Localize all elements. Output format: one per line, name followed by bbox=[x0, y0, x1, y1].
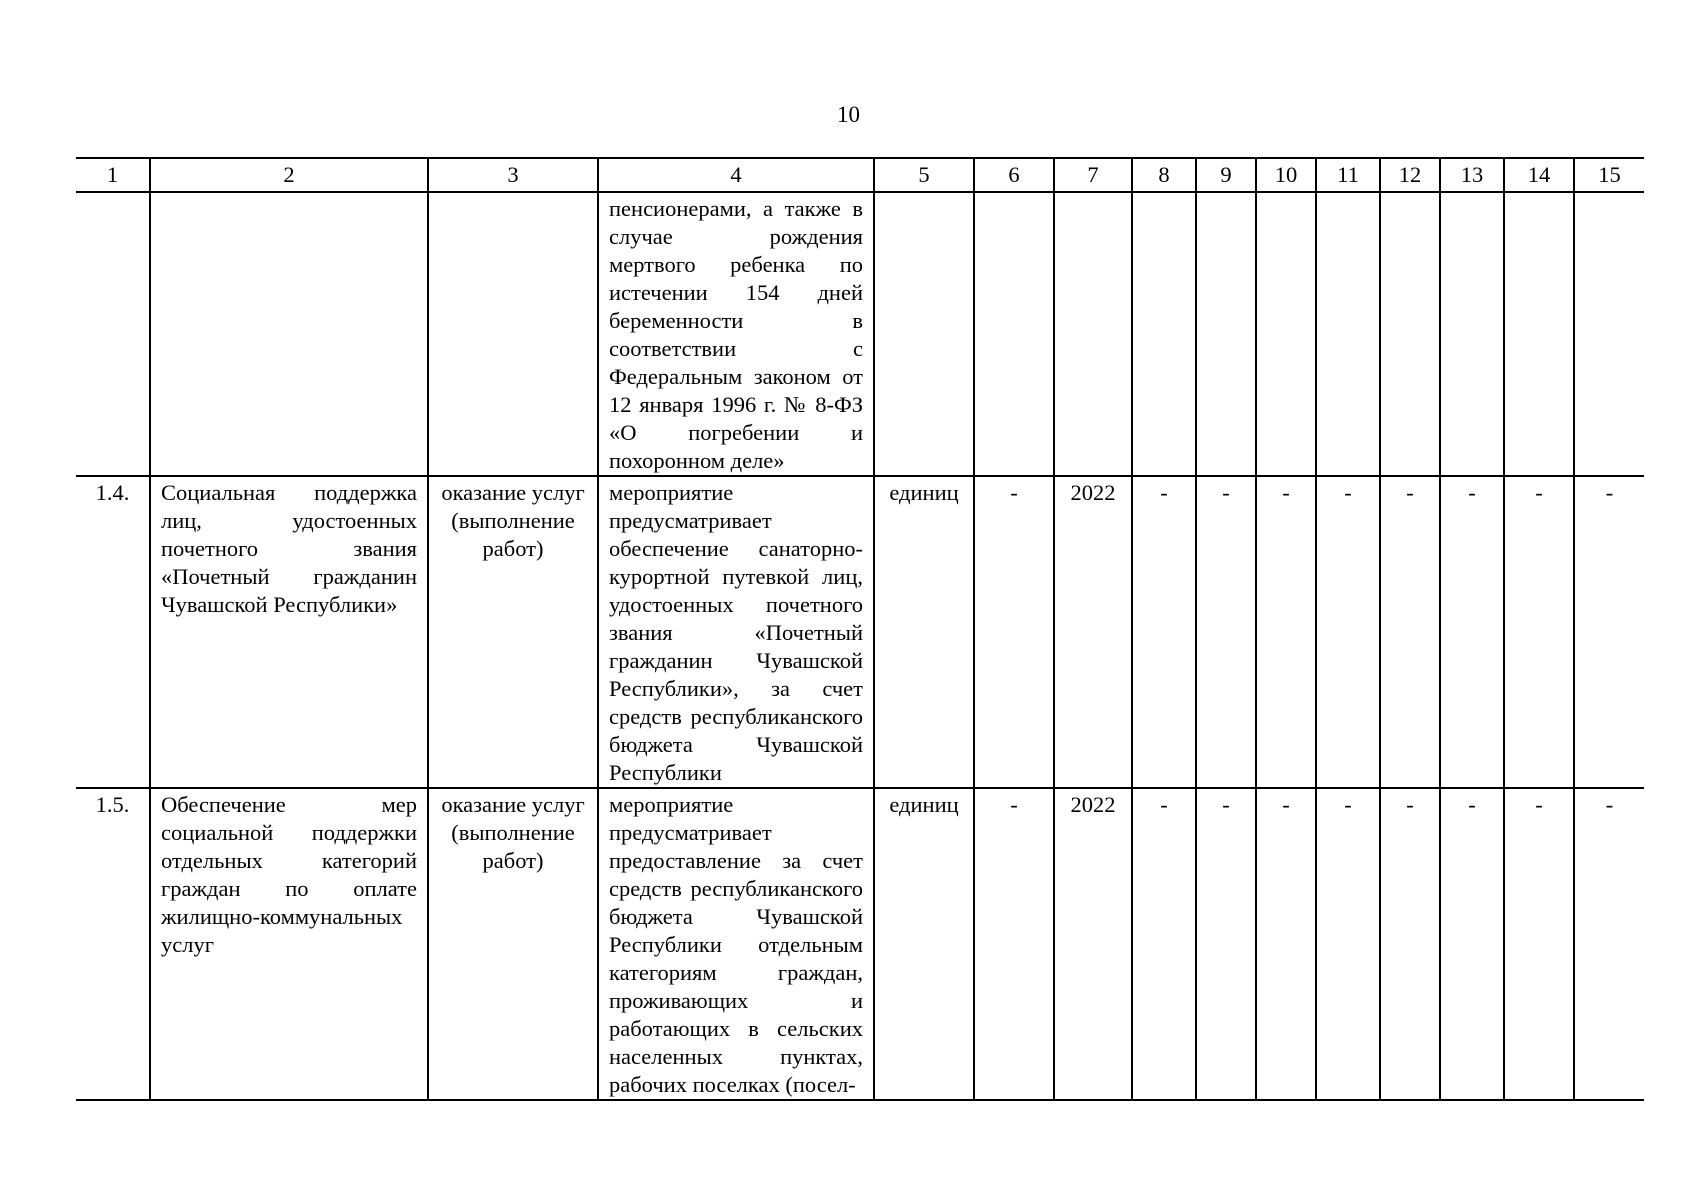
table-cell: - bbox=[1504, 476, 1574, 788]
table-cell bbox=[1440, 192, 1504, 476]
measure-description: мероприятие предусматривает предоставление за счет средств республиканского бюджета Чувашской Республики отдельным категориям граждан, проживающих и работающих в сельских населенных пунктах, рабочих поселках (посел- bbox=[598, 788, 874, 1100]
table-row bbox=[76, 476, 1644, 788]
table-cell bbox=[1054, 192, 1132, 476]
measure-name bbox=[150, 192, 428, 476]
measure-type: оказание услуг (выполнение работ) bbox=[428, 476, 598, 788]
column-header: 14 bbox=[1504, 158, 1574, 192]
table-cell: - bbox=[1440, 788, 1504, 1100]
table-cell bbox=[1504, 192, 1574, 476]
table-cell bbox=[1196, 192, 1256, 476]
table-cell bbox=[1256, 192, 1316, 476]
page-number: 10 bbox=[837, 102, 860, 127]
table-cell: - bbox=[1316, 476, 1380, 788]
column-header: 3 bbox=[428, 158, 598, 192]
row-number bbox=[76, 192, 150, 476]
column-header: 12 bbox=[1380, 158, 1440, 192]
measure-type bbox=[428, 192, 598, 476]
column-header: 2 bbox=[150, 158, 428, 192]
measure-unit: единиц bbox=[874, 476, 974, 788]
measure-unit bbox=[874, 192, 974, 476]
row-number: 1.4. bbox=[76, 476, 150, 788]
table-cell: - bbox=[1380, 476, 1440, 788]
table-row bbox=[76, 788, 1644, 1100]
column-header: 4 bbox=[598, 158, 874, 192]
table-cell: - bbox=[974, 788, 1054, 1100]
measure-name: Социальная поддержка лиц, удостоенных почетного звания «Почетный гражданин Чувашской Республики» bbox=[150, 476, 428, 788]
table-cell: - bbox=[1256, 476, 1316, 788]
column-header: 5 bbox=[874, 158, 974, 192]
column-number-row bbox=[76, 158, 1644, 192]
table-cell: - bbox=[1132, 788, 1196, 1100]
column-header: 1 bbox=[76, 158, 150, 192]
table-cell: 2022 bbox=[1054, 476, 1132, 788]
column-header: 11 bbox=[1316, 158, 1380, 192]
table-cell: - bbox=[1316, 788, 1380, 1100]
table-cell bbox=[1380, 192, 1440, 476]
table-cell: 2022 bbox=[1054, 788, 1132, 1100]
measure-name: Обеспечение мер социальной поддержки отдельных категорий граждан по оплате жилищно-коммунальных услуг bbox=[150, 788, 428, 1100]
table-row bbox=[76, 192, 1644, 476]
measure-type: оказание услуг (выполнение работ) bbox=[428, 788, 598, 1100]
table-cell: - bbox=[1574, 476, 1644, 788]
table-cell bbox=[1574, 192, 1644, 476]
table-cell: - bbox=[1380, 788, 1440, 1100]
table-cell: - bbox=[1504, 788, 1574, 1100]
column-header: 15 bbox=[1574, 158, 1644, 192]
row-number: 1.5. bbox=[76, 788, 150, 1100]
table-cell: - bbox=[1574, 788, 1644, 1100]
table-cell bbox=[1316, 192, 1380, 476]
column-header: 13 bbox=[1440, 158, 1504, 192]
table-cell: - bbox=[1196, 788, 1256, 1100]
column-header: 10 bbox=[1256, 158, 1316, 192]
measure-unit: единиц bbox=[874, 788, 974, 1100]
column-header: 8 bbox=[1132, 158, 1196, 192]
table-cell: - bbox=[1132, 476, 1196, 788]
table-cell bbox=[974, 192, 1054, 476]
column-header: 6 bbox=[974, 158, 1054, 192]
column-header: 7 bbox=[1054, 158, 1132, 192]
table-cell: - bbox=[1440, 476, 1504, 788]
measure-description: пенсионерами, а также в случае рождения мертвого ребенка по истечении 154 дней беременности в соответствии с Федеральным законом от 12 января 1996 г. № 8-ФЗ «О погребении и похоронном деле» bbox=[598, 192, 874, 476]
measures-table bbox=[76, 157, 1644, 1101]
table-cell: - bbox=[1196, 476, 1256, 788]
column-header: 9 bbox=[1196, 158, 1256, 192]
table-cell: - bbox=[1256, 788, 1316, 1100]
measure-description: мероприятие предусматривает обеспечение санаторно-курортной путевкой лиц, удостоенных почетного звания «Почетный гражданин Чувашской Республики», за счет средств республиканского бюджета Чувашской Республики bbox=[598, 476, 874, 788]
table-cell bbox=[1132, 192, 1196, 476]
table-cell: - bbox=[974, 476, 1054, 788]
